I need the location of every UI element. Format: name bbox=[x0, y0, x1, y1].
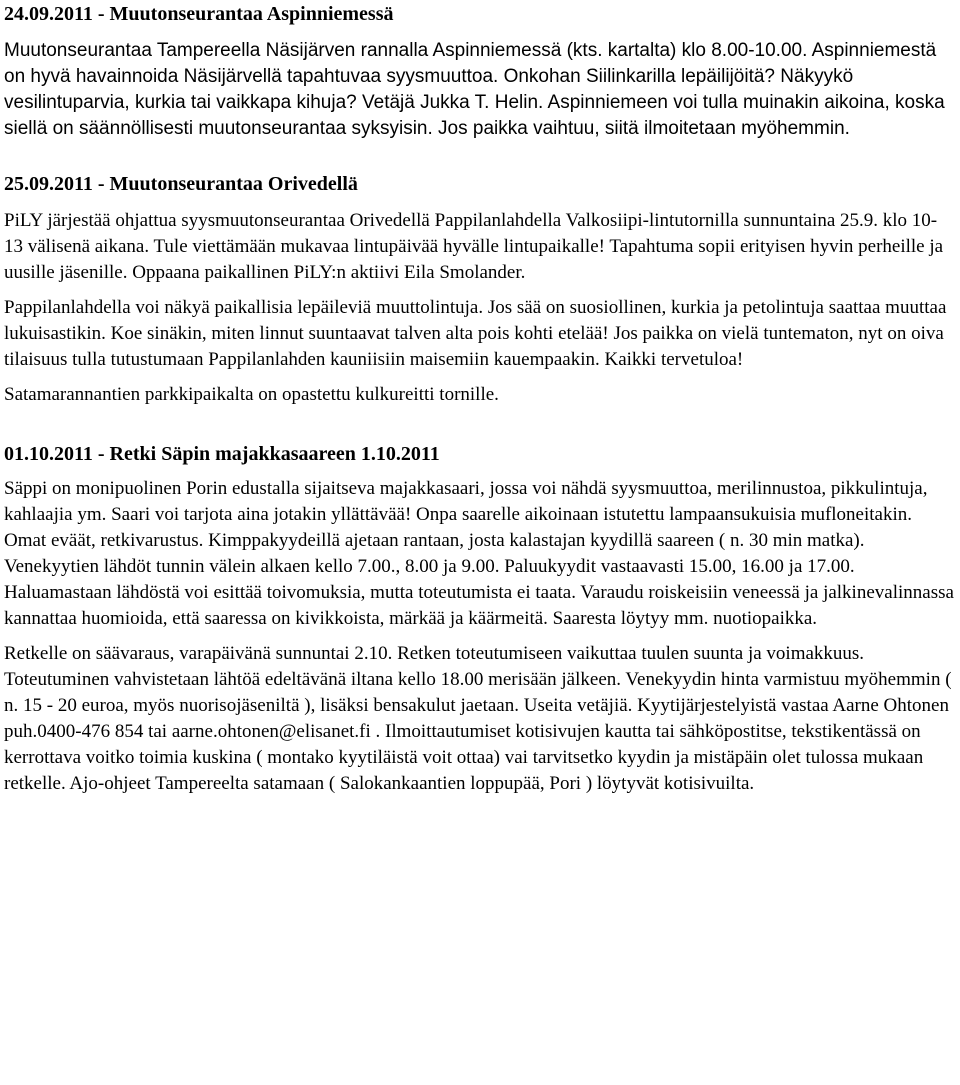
event-paragraph: Retkelle on säävaraus, varapäivänä sunnuntai 2.10. Retken toteutumiseen vaikuttaa tuulen suunta ja voimakkuus. Toteutuminen vahvistetaan lähtöä edeltävänä iltana kello 18.00 merisään jälkeen. Venekyydin hinta varmistuu myöhemmin ( n. 15 - 20 euroa, myös nuorisojäseniltä ), lisäksi bensakulut jaetaan. Useita vetäjiä. Kyytijärjestelyistä vastaa Aarne Ohtonen puh.0400-476 854 tai aarne.ohtonen@elisanet.fi . Ilmoittautumiset kotisivujen kautta tai sähköpostitse, tekstikentässä on kerrottava voitko toimia kuskina ( montako kyytiläistä voit ottaa) vai tarvitsetko kyydin ja mistäpäin olet tulossa mukaan retkelle. Ajo-ohjeet Tampereelta satamaan ( Salokankaantien loppupää, Pori ) löytyvät kotisivuilta. bbox=[4, 643, 952, 794]
event-paragraph: Pappilanlahdella voi näkyä paikallisia lepäileviä muuttolintuja. Jos sää on suosiollinen, kurkia ja petolintuja saattaa muuttaa lukuisastikin. Koe sinäkin, miten linnut suuntaavat talven alta pois kohti etelää! Jos paikka on vielä tuntematon, nyt on oiva tilaisuus tulla tutustumaan Pappilanlahden kauniisiin maisemiin kauempaakin. Kaikki tervetuloa! bbox=[4, 297, 947, 370]
event-paragraph: PiLY järjestää ohjattua syysmuutonseurantaa Orivedellä Pappilanlahdella Valkosiipi-lintutornilla sunnuntaina 25.9. klo 10-13 välisenä aikana. Tule viettämään mukavaa lintupäivää hyvälle lintupaikalle! Tapahtuma sopii erityisen hyvin perheille ja uusille jäsenille. Oppaana paikallinen PiLY:n aktiivi Eila Smolander. bbox=[4, 210, 944, 283]
event-section-aspinniemi bbox=[4, 2, 956, 142]
event-paragraph: Säppi on monipuolinen Porin edustalla sijaitseva majakkasaari, jossa voi nähdä syysmuuttoa, merilinnustoa, pikkulintuja, kahlaajia ym. Saari voi tarjota aina jotakin yllättävää! Onpa saarelle aikoinaan istutettu lampaansukuisia mufloneitakin. Omat eväät, retkivarustus. Kimppakyydeillä ajetaan rantaan, josta kalastajan kyydillä saareen ( n. 30 min matka). Venekyytien lähdöt tunnin välein alkaen kello 7.00., 8.00 ja 9.00. Paluukyydit vastaavasti 15.00, 16.00 ja 17.00. Haluamastaan lähdöstä voi esittää toivomuksia, mutta toteutumista ei taata. Varaudu roiskeisiin veneessä ja jalkinevalinnassa kannattaa huomioida, että saaressa on kivikkoista, märkää ja käärmeitä. Saaresta löytyy mm. nuotiopaikka. bbox=[4, 478, 954, 629]
document-page bbox=[0, 2, 960, 797]
event-description-part: Muutonseurantaa Tampereella Näsijärven rannalla Aspinniemessä (kts. kartalta) klo 8.00-10.00. Aspinniemestä on hyvä havainnoida Näsijärvellä tapahtuvaa syysmuuttoa. Onkohan Siilinkarilla lepäilijöitä? bbox=[4, 40, 937, 87]
event-section-orivesi bbox=[4, 172, 956, 408]
event-heading: 01.10.2011 - Retki Säpin majakkasaareen 1.10.2011 bbox=[4, 443, 440, 465]
event-description bbox=[4, 38, 956, 142]
event-description-part: Näkyykö vesilintuparvia, kurkia tai vaikkapa kihuja? Vetäjä Jukka T. Helin. Aspinniemeen voi tulla muinakin aikoina, koska siellä on säännöllisesti muutonseurantaa syksyisin. Jos paikka vaihtuu, siitä ilmoitetaan myöhemmin. bbox=[4, 66, 945, 139]
event-paragraph: Satamarannantien parkkipaikalta on opastettu kulkureitti tornille. bbox=[4, 384, 499, 405]
event-heading: 24.09.2011 - Muutonseurantaa Aspinniemessä bbox=[4, 3, 394, 25]
event-heading: 25.09.2011 - Muutonseurantaa Orivedellä bbox=[4, 173, 358, 195]
event-section-sappi bbox=[4, 442, 956, 797]
